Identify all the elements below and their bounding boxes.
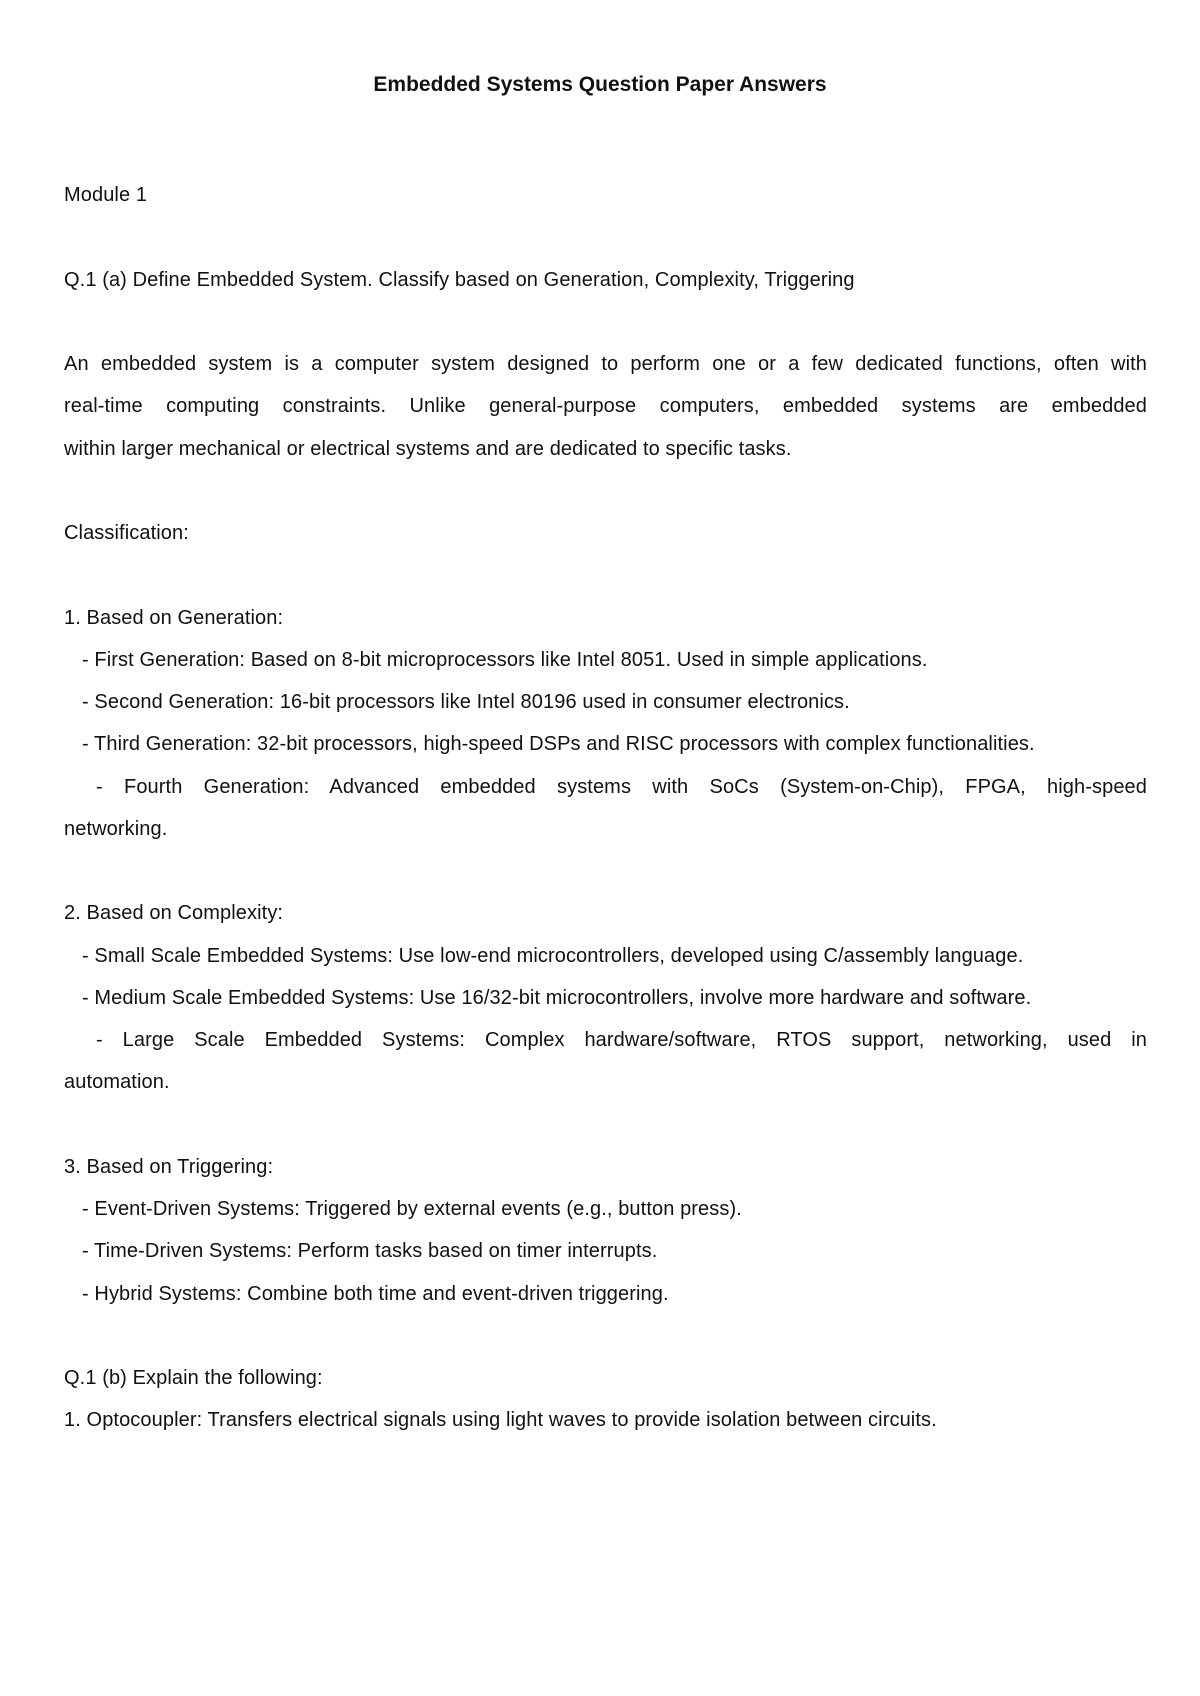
generation-heading: 1. Based on Generation: — [64, 607, 284, 629]
complexity-item-medium: - Medium Scale Embedded Systems: Use 16/32-bit microcontrollers, involve more hardware and software. — [82, 987, 1032, 1009]
definition-line-1: An embedded system is a computer system designed to perform one or a few dedicated functions, often with — [64, 353, 1147, 375]
definition-line-2: real-time computing constraints. Unlike general-purpose computers, embedded systems are embedded — [64, 395, 1147, 417]
triggering-item-time: - Time-Driven Systems: Perform tasks based on timer interrupts. — [82, 1240, 658, 1262]
complexity-item-large: - Large Scale Embedded Systems: Complex hardware/software, RTOS support, networking, used in — [96, 1029, 1147, 1051]
triggering-item-hybrid: - Hybrid Systems: Combine both time and event-driven triggering. — [82, 1283, 669, 1305]
complexity-item-large-continued: automation. — [64, 1071, 170, 1093]
document-title: Embedded Systems Question Paper Answers — [373, 73, 827, 96]
q1b-item-optocoupler: 1. Optocoupler: Transfers electrical signals using light waves to provide isolation between circuits. — [64, 1409, 937, 1431]
question-1a-heading: Q.1 (a) Define Embedded System. Classify based on Generation, Complexity, Triggering — [64, 269, 855, 291]
triggering-heading: 3. Based on Triggering: — [64, 1156, 274, 1178]
classification-label: Classification: — [64, 522, 189, 544]
definition-line-3: within larger mechanical or electrical systems and are dedicated to specific tasks. — [64, 438, 792, 460]
generation-item-first: - First Generation: Based on 8-bit microprocessors like Intel 8051. Used in simple applications. — [82, 649, 928, 671]
generation-item-fourth: - Fourth Generation: Advanced embedded systems with SoCs (System-on-Chip), FPGA, high-speed — [96, 776, 1147, 798]
generation-item-third: - Third Generation: 32-bit processors, high-speed DSPs and RISC processors with complex functionalities. — [82, 733, 1035, 755]
triggering-item-event: - Event-Driven Systems: Triggered by external events (e.g., button press). — [82, 1198, 742, 1220]
complexity-heading: 2. Based on Complexity: — [64, 902, 284, 924]
complexity-item-small: - Small Scale Embedded Systems: Use low-end microcontrollers, developed using C/assembly language. — [82, 945, 1024, 967]
question-1b-heading: Q.1 (b) Explain the following: — [64, 1367, 323, 1389]
module-heading: Module 1 — [64, 184, 148, 206]
generation-item-second: - Second Generation: 16-bit processors like Intel 80196 used in consumer electronics. — [82, 691, 850, 713]
generation-item-fourth-continued: networking. — [64, 818, 168, 840]
